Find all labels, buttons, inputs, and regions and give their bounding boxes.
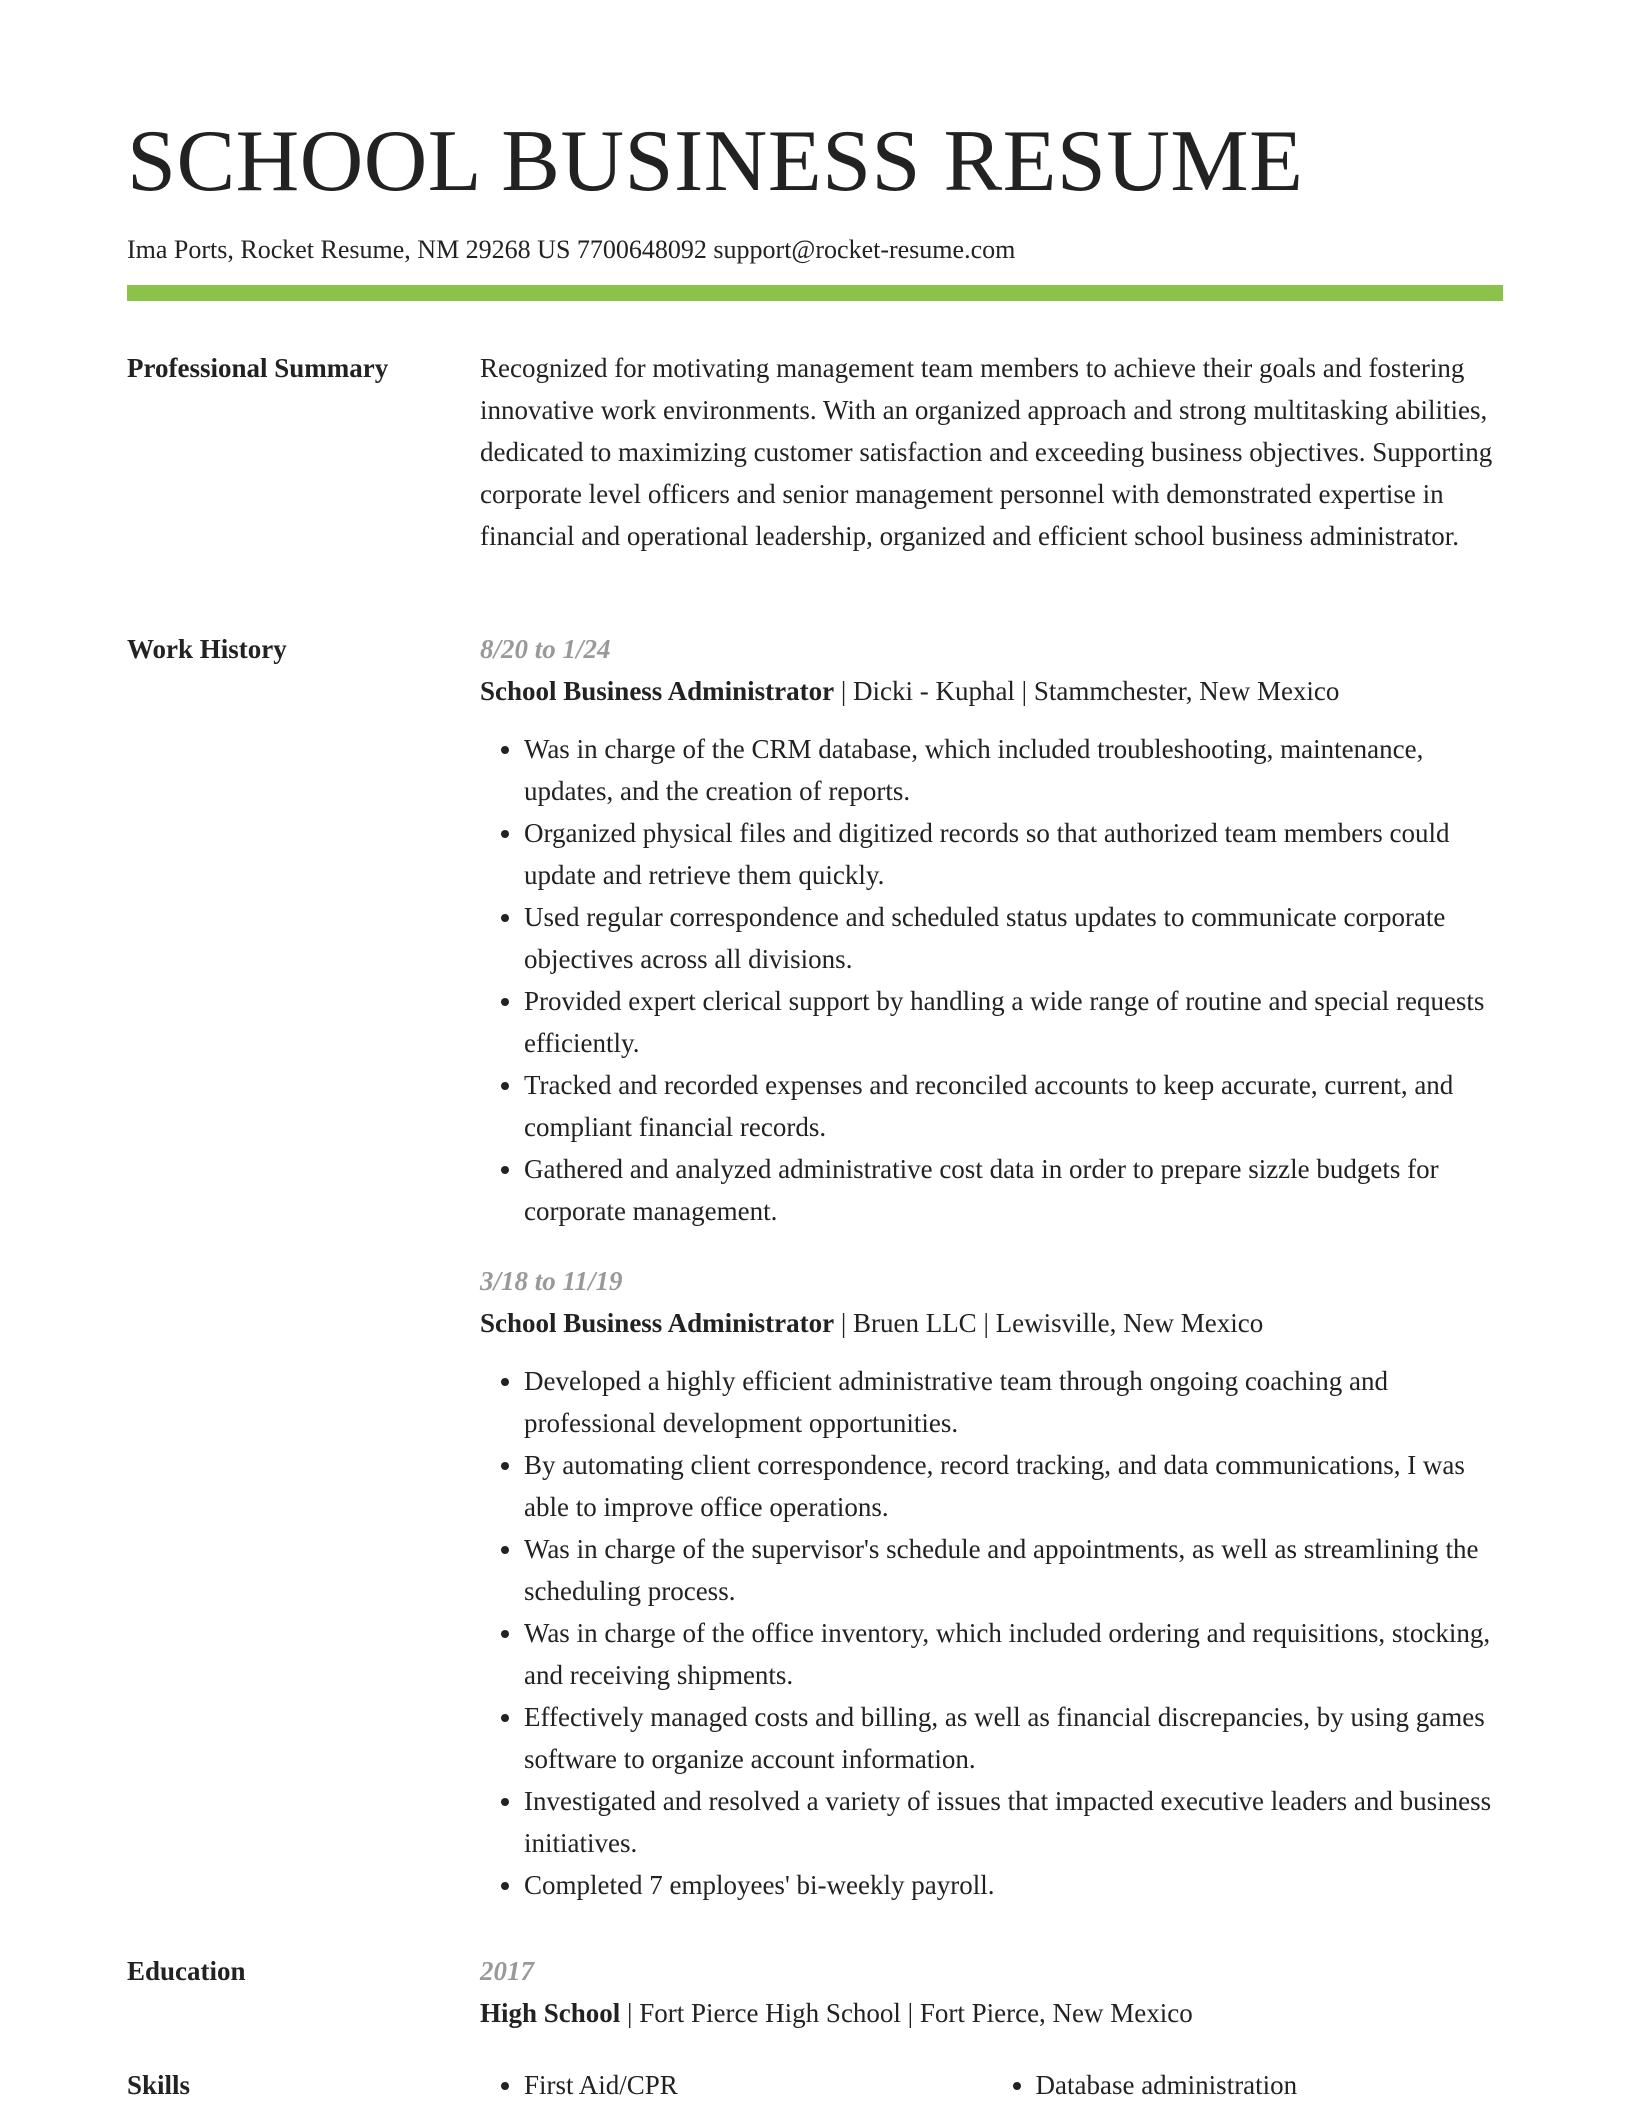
job-bullet: • Organized physical files and digitized records so that authorized team members could update and retrieve them quickly. — [524, 812, 1503, 896]
job-heading — [480, 1302, 1503, 1344]
section-title-education: Education — [127, 1956, 246, 1986]
job-bullets — [480, 1360, 1503, 1906]
section-title-summary: Professional Summary — [127, 353, 389, 383]
section-title-work-history: Work History — [127, 634, 287, 664]
job-dates: 3/18 to 11/19 — [480, 1266, 623, 1296]
education-degree: High School — [480, 1998, 621, 2028]
job-title: School Business Administrator — [480, 1308, 835, 1338]
job-bullet: • Gathered and analyzed administrative cost data in order to prepare sizzle budgets for corporate management. — [524, 1148, 1503, 1232]
education-body — [480, 1950, 1503, 2034]
resume-title: SCHOOL BUSINESS RESUME — [127, 113, 1304, 210]
job-entry — [480, 628, 1503, 1232]
skill-item: • Database administration — [1036, 2064, 1504, 2106]
skills-grid — [480, 2064, 1503, 2106]
job-employer-location: | Dicki - Kuphal | Stammchester, New Mexico — [834, 676, 1340, 706]
job-bullet: • By automating client correspondence, record tracking, and data communications, I was able to improve office operations. — [524, 1444, 1503, 1528]
job-dates: 8/20 to 1/24 — [480, 634, 611, 664]
job-title: School Business Administrator — [480, 676, 835, 706]
contact-line: Ima Ports, Rocket Resume, NM 29268 US 7700648092 support@rocket-resume.com — [127, 235, 1016, 264]
job-bullet: • Was in charge of the supervisor's schedule and appointments, as well as streamlining the scheduling process. — [524, 1528, 1503, 1612]
education-school-location: | Fort Pierce High School | Fort Pierce, New Mexico — [620, 1998, 1193, 2028]
job-entry — [480, 1260, 1503, 1906]
job-bullets — [480, 728, 1503, 1232]
job-bullet: • Investigated and resolved a variety of issues that impacted executive leaders and business initiatives. — [524, 1780, 1503, 1864]
job-bullet: • Used regular correspondence and scheduled status updates to communicate corporate objectives across all divisions. — [524, 896, 1503, 980]
job-bullet: • Developed a highly efficient administrative team through ongoing coaching and professional development opportunities. — [524, 1360, 1503, 1444]
work-history-body — [480, 628, 1503, 1934]
job-bullet: • Provided expert clerical support by handling a wide range of routine and special requests efficiently. — [524, 980, 1503, 1064]
job-bullet: • Tracked and recorded expenses and reconciled accounts to keep accurate, current, and compliant financial records. — [524, 1064, 1503, 1148]
job-employer-location: | Bruen LLC | Lewisville, New Mexico — [834, 1308, 1264, 1338]
education-year: 2017 — [480, 1956, 534, 1986]
summary-body — [480, 347, 1503, 557]
skill-item: • First Aid/CPR — [524, 2064, 992, 2106]
job-bullet: • Effectively managed costs and billing, as well as financial discrepancies, by using games software to organize account information. — [524, 1696, 1503, 1780]
skills-body — [480, 2064, 1503, 2106]
skills-column-right — [992, 2064, 1504, 2106]
job-bullet: • Completed 7 employees' bi-weekly payroll. — [524, 1864, 1503, 1906]
job-bullet: • Was in charge of the office inventory, which included ordering and requisitions, stocking, and receiving shipments. — [524, 1612, 1503, 1696]
section-title-skills: Skills — [127, 2070, 191, 2100]
education-heading — [480, 1992, 1503, 2034]
skills-column-left — [480, 2064, 992, 2106]
job-heading — [480, 670, 1503, 712]
summary-text: Recognized for motivating management team members to achieve their goals and fostering innovative work environments. With an organized approach and strong multitasking abilities, dedicated to maximizing customer satisfaction and exceeding business objectives. Supporting corporate level officers and senior management personnel with demonstrated expertise in financial and operational leadership, organized and efficient school business administrator. — [480, 353, 1493, 551]
job-bullet: • Was in charge of the CRM database, which included troubleshooting, maintenance, updates, and the creation of reports. — [524, 728, 1503, 812]
accent-divider — [127, 285, 1503, 301]
